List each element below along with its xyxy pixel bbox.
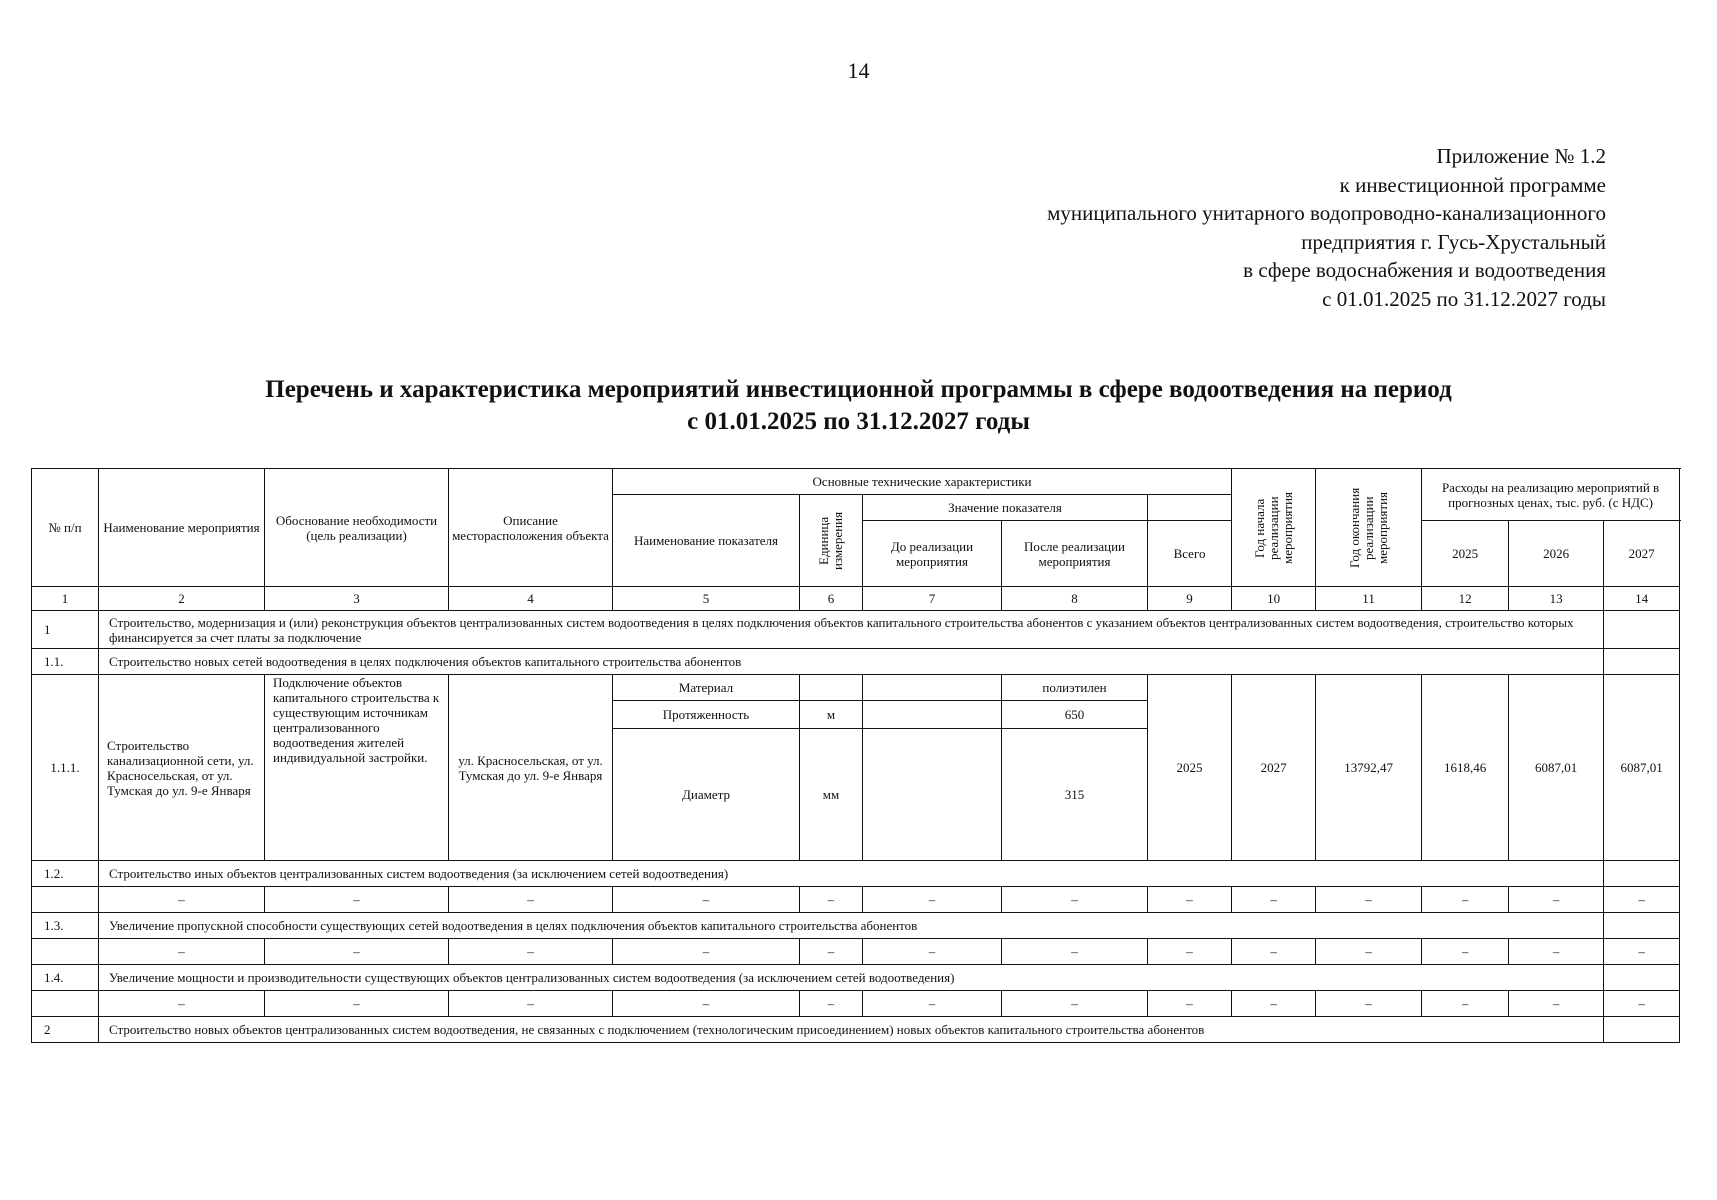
section-num: 1.1. [32,649,99,675]
dash-cell: – [1316,887,1422,913]
header-2025: 2025 [1422,521,1509,587]
section-num: 1 [32,611,99,649]
indicator-before [863,701,1002,729]
dash-cell: – [1148,991,1232,1017]
col-number: 4 [449,587,613,611]
appendix-block [1047,142,1606,313]
section-empty [1604,611,1680,649]
indicator-before [863,729,1002,861]
item-2026: 6087,01 [1509,675,1604,861]
dash-cell: – [99,887,265,913]
dash-cell: – [1002,887,1148,913]
header-unit-text: Единица измерения [816,511,845,570]
dash-cell: – [1422,991,1509,1017]
dash-cell: – [1002,939,1148,965]
section-empty [1604,1017,1680,1043]
header-num: № п/п [32,469,99,587]
dash-cell: – [1604,939,1680,965]
indicator-name: Диаметр [613,729,800,861]
indicator-after: 315 [1002,729,1148,861]
section-num: 1.4. [32,965,99,991]
header-costs: Расходы на реализацию мероприятий в прогнозных ценах, тыс. руб. (с НДС) [1422,469,1680,521]
section-title: Строительство новых сетей водоотведения в целях подключения объектов капитального строительства абонентов [99,649,1604,675]
section-num: 2 [32,1017,99,1043]
item-2027: 6087,01 [1604,675,1680,861]
dash-cell: – [449,991,613,1017]
section-title: Увеличение пропускной способности существующих сетей водоотведения в целях подключения объектов капитального строительства абонентов [99,913,1604,939]
dash-cell: – [800,939,863,965]
section-empty [1604,649,1680,675]
col-number: 10 [1232,587,1316,611]
col-number: 7 [863,587,1002,611]
header-location: Описание месторасположения объекта [449,469,613,587]
dash-cell: – [1232,939,1316,965]
col-number: 3 [265,587,449,611]
header-total: Всего [1148,521,1232,587]
col-number: 9 [1148,587,1232,611]
dash-cell: – [99,991,265,1017]
dash-cell: – [1316,939,1422,965]
col-number: 2 [99,587,265,611]
dash-cell [32,991,99,1017]
col-number: 14 [1604,587,1680,611]
header-year-end-text: Год окончания реализации мероприятия [1346,487,1390,568]
section-empty [1604,913,1680,939]
title-line-2: с 01.01.2025 по 31.12.2027 годы [687,408,1030,435]
header-unit [800,495,863,587]
indicator-after: полиэтилен [1002,675,1148,701]
col-number: 12 [1422,587,1509,611]
item-2025: 1618,46 [1422,675,1509,861]
section-num: 1.3. [32,913,99,939]
indicator-unit [800,675,863,701]
title-line-1: Перечень и характеристика мероприятий инвестиционной программы в сфере водоотведения на период [265,376,1452,403]
dash-cell: – [265,887,449,913]
dash-cell: – [1232,991,1316,1017]
dash-cell: – [1002,991,1148,1017]
dash-cell: – [1422,939,1509,965]
appendix-line: Приложение № 1.2 [1436,144,1606,168]
dash-cell: – [449,887,613,913]
dash-cell: – [1509,939,1604,965]
section-title: Строительство, модернизация и (или) реконструкция объектов централизованных систем водоотведения в целях подключения объектов капитального строительства абонентов с указанием объектов централизованных систем водоотведения, строительство которых финансируется за счет платы за подключение [99,611,1604,649]
item-total: 13792,47 [1316,675,1422,861]
dash-cell: – [1316,991,1422,1017]
col-number: 11 [1316,587,1422,611]
indicator-after: 650 [1002,701,1148,729]
dash-cell: – [1232,887,1316,913]
col-number: 13 [1509,587,1604,611]
header-tech: Основные технические характеристики [613,469,1232,495]
header-value: Значение показателя [863,495,1148,521]
dash-cell: – [99,939,265,965]
section-title: Строительство иных объектов централизованных систем водоотведения (за исключением сетей водоотведения) [99,861,1604,887]
header-2027: 2027 [1604,521,1680,587]
dash-cell: – [613,887,800,913]
dash-cell: – [1422,887,1509,913]
dash-cell: – [800,991,863,1017]
dash-cell: – [449,939,613,965]
col-number: 1 [32,587,99,611]
appendix-line: в сфере водоснабжения и водоотведения [1243,258,1606,282]
section-empty [1604,965,1680,991]
dash-cell: – [863,939,1002,965]
header-year-start-text: Год начала реализации мероприятия [1251,491,1295,564]
dash-cell: – [1509,991,1604,1017]
item-year-end: 2027 [1232,675,1316,861]
appendix-line: с 01.01.2025 по 31.12.2027 годы [1322,286,1606,311]
header-reason: Обоснование необходимости (цель реализации) [265,469,449,587]
col-number: 5 [613,587,800,611]
appendix-line: предприятия г. Гусь-Хрустальный [1301,229,1606,254]
header-indicator-name: Наименование показателя [613,495,800,587]
dash-cell [32,887,99,913]
item-reason: Подключение объектов капитального строительства к существующим источникам централизованного водоотведения жителей индивидуальной застройки. [265,675,449,861]
col-number: 8 [1002,587,1148,611]
header-year-start [1232,469,1316,587]
header-year-end [1316,469,1422,587]
section-empty [1604,861,1680,887]
header-name: Наименование мероприятия [99,469,265,587]
dash-cell: – [1604,887,1680,913]
dash-cell: – [863,887,1002,913]
page-number: 14 [847,58,870,83]
dash-cell: – [613,991,800,1017]
dash-cell [32,939,99,965]
section-num: 1.2. [32,861,99,887]
dash-cell: – [863,991,1002,1017]
section-title: Увеличение мощности и производительности существующих объектов централизованных систем водоотведения (за исключением сетей водоотведения) [99,965,1604,991]
indicator-unit: мм [800,729,863,861]
investment-table [31,468,1680,1043]
dash-cell: – [1148,887,1232,913]
item-num: 1.1.1. [32,675,99,861]
section-title: Строительство новых объектов централизованных систем водоотведения, не связанных с подключением (технологическим присоединением) новых объектов капитального строительства абонентов [99,1017,1604,1043]
indicator-name: Материал [613,675,800,701]
appendix-line: муниципального унитарного водопроводно-канализационного [1047,201,1606,225]
header-after: После реализации мероприятия [1002,521,1148,587]
dash-cell: – [1148,939,1232,965]
item-year-start: 2025 [1148,675,1232,861]
header-before: До реализации мероприятия [863,521,1002,587]
dash-cell: – [800,887,863,913]
indicator-name: Протяженность [613,701,800,729]
dash-cell: – [613,939,800,965]
document-title [0,374,1717,438]
dash-cell: – [265,991,449,1017]
indicator-unit: м [800,701,863,729]
item-name: Строительство канализационной сети, ул. Красносельская, от ул. Тумская до ул. 9-е Января [99,675,265,861]
dash-cell: – [265,939,449,965]
header-2026: 2026 [1509,521,1604,587]
dash-cell: – [1604,991,1680,1017]
indicator-before [863,675,1002,701]
appendix-line: к инвестиционной программе [1339,172,1606,197]
dash-cell: – [1509,887,1604,913]
item-location: ул. Красносельская, от ул. Тумская до ул. 9-е Января [449,675,613,861]
col-number: 6 [800,587,863,611]
